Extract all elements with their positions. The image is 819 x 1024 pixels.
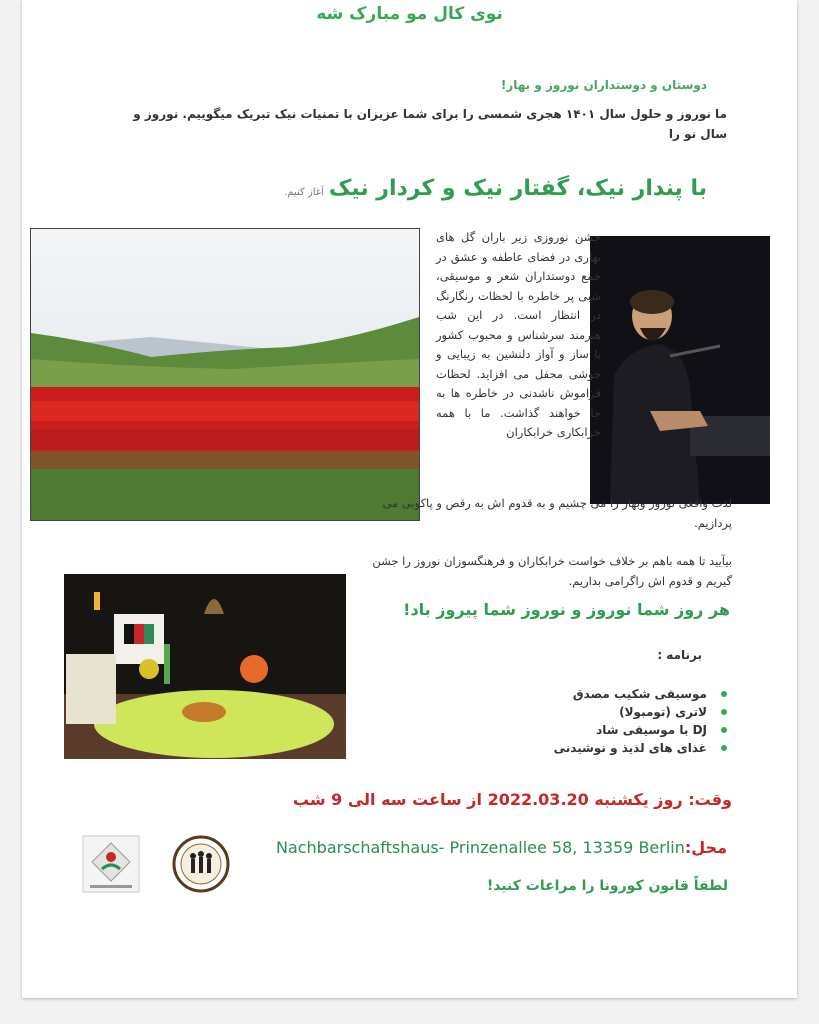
- bullet-icon: [721, 709, 727, 715]
- bullet-icon: [721, 691, 727, 697]
- list-item: موسیقی شکیب مصدق: [382, 685, 707, 703]
- list-item: DJ با موسیقی شاد: [382, 721, 707, 739]
- flyer-page: [22, 0, 797, 998]
- wish-line: هر روز شما نوروز و نوروز شما پیروز باد!: [403, 600, 730, 619]
- motto: با پندار نیک، گفتار نیک و کردار نیک: [328, 176, 707, 201]
- event-description-text: جشن نوروزی زیر باران گل های بهاری در فضای عاطفه و عشق در جمع دوستداران شعر و موسیقی، شبی پر خاطره با لحظات رنگارنگ در انتظار است. در این شب هنرمند سرشناس و محبوب کشور با ساز و آواز دلنشین به زیبایی و خوشی محفل می افزاید. لحظات فراموش ناشدنی در خاطره ها به جا خواهند گذاشت.: [436, 230, 602, 420]
- event-description-end: ما با همه خرابکاری خرابکاران: [436, 405, 601, 439]
- bullet-icon: [721, 727, 727, 733]
- haft-sin-table-image: [64, 574, 346, 759]
- event-description: [436, 228, 601, 443]
- association-logo: [172, 835, 230, 893]
- event-place: [272, 838, 727, 857]
- time-value: روز یکشنبه 2022.03.20 از ساعت سه الی 9 شب: [292, 790, 683, 809]
- motto-suffix: آغاز کنیم.: [284, 187, 324, 198]
- paragraph-dance: لذت واقعی نوروز وبهار را می چشیم و به قدوم اش به رقص و پاکوبی می پردازیم.: [382, 496, 732, 530]
- motto-line: [87, 176, 707, 201]
- program-list: [382, 685, 707, 757]
- place-label: محل:: [684, 838, 727, 857]
- place-value: Nachbarschaftshaus- Prinzenallee 58, 13359 Berlin: [275, 838, 685, 857]
- paragraph-celebrate: بیآیید تا همه باهم بر خلاف خواست خرابکاران و فرهنگسوزان نوروز را جشن گیریم و قدوم اش راگرامی بداریم.: [372, 554, 732, 588]
- organization-logo: [82, 835, 140, 893]
- bullet-icon: [721, 745, 727, 751]
- greeting: دوستان و دوستداران نوروز و بهار!: [500, 78, 707, 92]
- list-item: لاتری (تومبولا): [382, 703, 707, 721]
- intro-paragraph: ما نوروز و حلول سال ۱۴۰۱ هجری شمسی را برای شما عزیزان با تمنیات نیک تبریک میگوییم. نوروز و سال نو را: [133, 107, 727, 141]
- time-label: وقت:: [688, 790, 732, 809]
- page-title: نوی کال مو مبارک شه: [316, 4, 503, 24]
- poppy-field-image: [30, 228, 420, 521]
- musician-image: [590, 236, 770, 504]
- program-title: برنامه :: [657, 648, 702, 662]
- corona-notice: لطفاً قانون کورونا را مراعات کنید!: [486, 878, 728, 894]
- event-time: [262, 790, 732, 809]
- list-item: غذای های لذیذ و نوشیدنی: [382, 739, 707, 757]
